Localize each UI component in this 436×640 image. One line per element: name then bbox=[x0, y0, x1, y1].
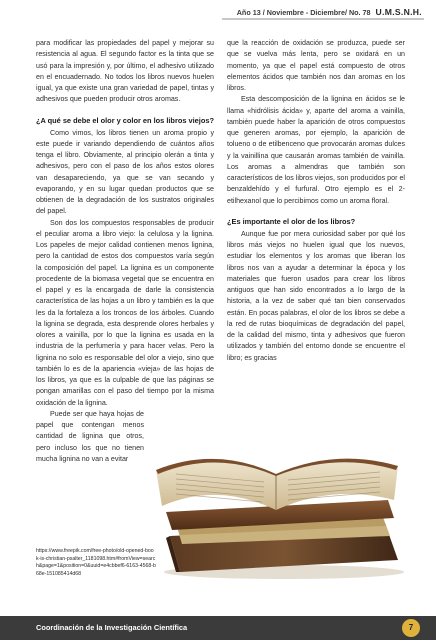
section-heading-old-books: ¿A qué se debe el olor y color en los libros viejos? bbox=[36, 115, 214, 125]
right-paragraph-2: Esta descomposición de la lignina en ácidos se le llama «hidrólisis ácida» y, aparte del aroma a vainilla, también puede haber la aparición de otros compuestos que generen aromas, por ejemplo, la aparición de tolueno o de etilbenceno que provocarán aromas dulces y la vainillina que causarán aromas también de vainilla. Los aromas a almendras que también son característicos de los libros viejos, son producidos por el benzaldehído y el furfural. Otro ejemplo es el 2-etilhexanol que lo percibimos como un aroma floral. bbox=[227, 95, 405, 205]
image-credit[interactable]: https://www.freepik.com/free-photo/old-opened-book-is-christian-psalter_1181098.htm#fromView=search&page=1&position=0&uuid=e4cbbef6-6163-4568-b68e-151085414d68 bbox=[36, 548, 156, 577]
right-paragraph-1: que la reacción de oxidación se produzca, puede ser que se vuelva más lenta, pero se oxidará en un momento, ya que el papel está compuesto de otros elementos ácidos que también nos dan aromas en los libros. bbox=[227, 39, 405, 92]
issue-info: Año 13 / Noviembre - Diciembre/ No. 78 bbox=[236, 8, 371, 17]
left-paragraph-1: para modificar las propiedades del papel y mejorar su resistencia al agua. El segundo factor es la tinta que se usó para la impresión y, por último, el adhesivo utilizado en el encuadernado. No todos los libros nuevos huelen igual, ya que existe una gran variedad de papel, tintas y adhesivos que pueden producir otros aromas. bbox=[36, 39, 214, 104]
page-footer bbox=[0, 616, 436, 640]
right-paragraph-3: Aunque fue por mera curiosidad saber por qué los libros más viejos no huelen igual que los nuevos, estudiar los elementos y los aromas que liberan los libros nos van a ayudar a determinar la época y los materiales que fueron usados para crear los libros antiguos que han sido encontrados a lo largo de la historia, a la vez de saber qué tan bien conservados están. En pocas palabras, el olor de los libros se debe a la red de rutas bioquímicas de degradación del papel, de la calidad del mismo, tinta y adhesivos que fueron utilizados y también del entorno donde se encuentre el libro; es gracias bbox=[227, 229, 405, 362]
brand-name: U.M.S.N.H. bbox=[375, 7, 422, 17]
issue-line bbox=[237, 7, 422, 17]
left-paragraph-3: Son dos los compuestos responsables de producir el peculiar aroma a libro viejo: la celulosa y la lignina. Los papeles de mejor calidad contienen menos lignina, pero la cantidad de estos dos compuestos varía según la composición del papel. La lignina es un componente procedente de la biomasa vegetal que se encuentra en el papel y es la encargada de darle la consistencia característica de las hojas a un libro y también es la que les da la fortaleza a los troncos de los árboles. Cuando la lignina se degrada, esta desprende olores herbales y olores a vainilla, por lo que la lignina es usada en la industria de la perfumería y para hacer velas. Pero la lignina no solo es responsable del olor a viejo, sino que también lo es de la apariencia «vieja» de las hojas de los libros, ya que es la culpable de que las páginas se pongan amarillas con el paso del tiempo por la misma oxidación de la lignina. bbox=[36, 218, 214, 407]
page-header bbox=[0, 0, 436, 22]
page-number: 7 bbox=[408, 623, 414, 632]
section-heading-importance: ¿Es importante el olor de los libros? bbox=[227, 216, 356, 226]
old-books-photo bbox=[136, 440, 414, 580]
left-paragraph-2: Como vimos, los libros tienen un aroma propio y este puede ir variando dependiendo de cuántos años tenga el libro. Obviamente, al principio olerán a tinta y adhesivos, pero con el paso de los años estos olores van desapareciendo, ya que se van secando y evaporando, y en su lugar quedan productos que se obtienen de la degradación de los sustratos originales del papel. bbox=[36, 128, 214, 216]
left-paragraph-4: Puede ser que haya hojas de papel que contengan menos cantidad de lignina que otros, pero incluso los que no tienen mucha lignina no van a evitar bbox=[36, 409, 144, 463]
right-column bbox=[227, 38, 405, 364]
footer-department: Coordinación de la Investigación Científica bbox=[36, 623, 188, 632]
left-column bbox=[36, 38, 214, 465]
header-divider bbox=[222, 18, 424, 20]
